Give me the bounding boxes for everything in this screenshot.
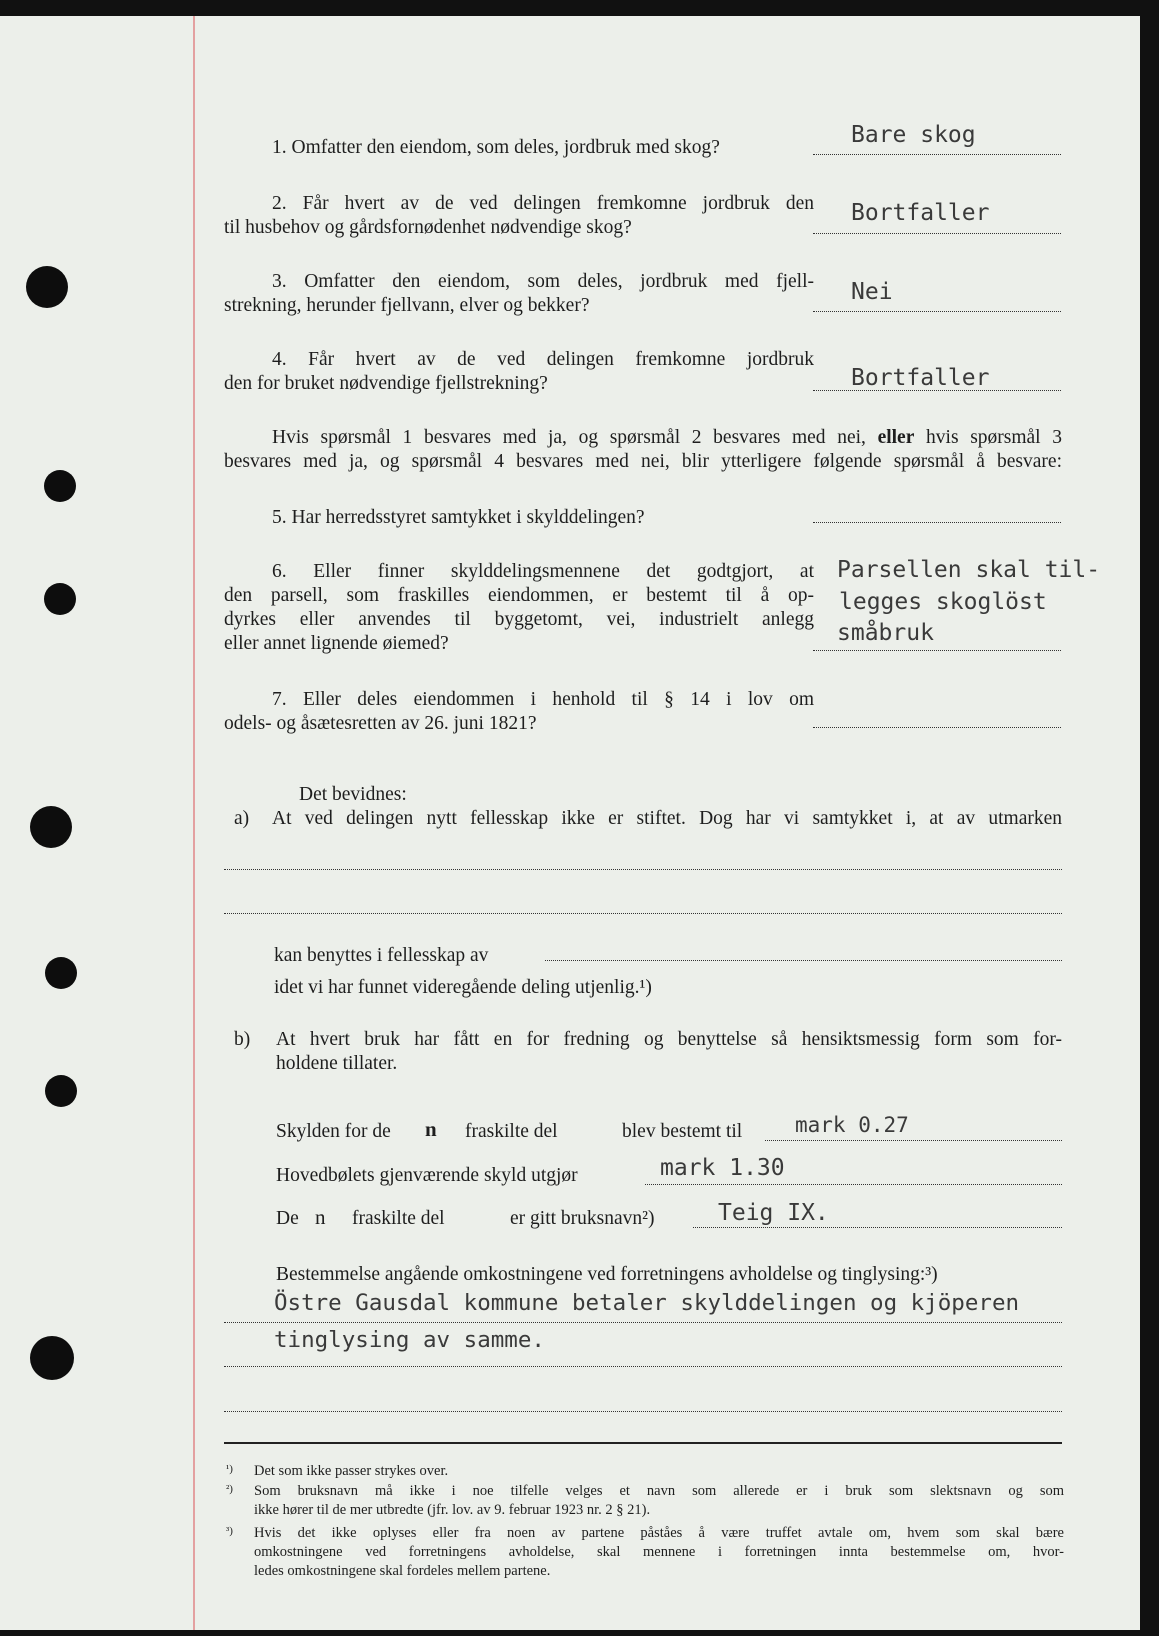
skyld-value: mark 0.27 [795,1113,909,1137]
question-2-line2: til husbehov og gårdsfornødenhet nødvendige skog? [224,217,632,238]
answer-6-line3: småbruk [837,620,934,646]
fill-line [693,1227,1062,1228]
fill-line [545,960,1062,961]
fill-line [224,913,1062,914]
binder-hole [26,266,68,308]
fill-line [765,1140,1062,1141]
skyld-fill: n [425,1117,437,1141]
question-1: 1. Omfatter den eiendom, som deles, jordbruk med skog? [272,137,720,158]
conditional-instruction-line2: besvares med ja, og spørsmål 4 besvares med nei, blir ytterligere følgende spørsmål å besvare: [224,451,1062,472]
answer-line [813,727,1061,728]
fill-line [645,1184,1062,1185]
bestemmelse-value-line2: tinglysing av samme. [274,1327,545,1353]
bestemmelse-label: Bestemmelse angående omkostningene ved forretningens avholdelse og tinglysing:³) [276,1264,938,1285]
form-page [0,16,1140,1630]
bruks-label-del: fraskilte del [352,1208,445,1229]
fill-line [224,869,1062,870]
question-6-line3: dyrkes eller anvendes til byggetomt, vei, industrielt anlegg [224,609,814,630]
item-a-text: At ved delingen nytt fellesskap ikke er stiftet. Dog har vi samtykket i, at av utmarken [272,808,1062,829]
item-b-label: b) [234,1029,251,1050]
question-7-line2: odels- og åsætesretten av 26. juni 1821? [224,713,537,734]
binder-hole [30,1336,74,1380]
answer-line [813,311,1061,312]
question-5: 5. Har herredsstyret samtykket i skylddelingen? [272,507,645,528]
binder-hole [44,583,76,615]
answer-line [813,154,1061,155]
answer-4: Bortfaller [851,365,990,391]
answer-2: Bortfaller [851,200,990,226]
answer-line [813,522,1061,523]
item-a-line3: idet vi har funnet videregående deling utjenlig.¹) [274,977,652,998]
fill-line [224,1322,1062,1323]
question-6-line2: den parsell, som fraskilles eiendommen, er bestemt til å op- [224,585,814,606]
skyld-label-del: fraskilte del [465,1121,558,1142]
hoved-value: mark 1.30 [660,1155,785,1181]
certification-heading: Det bevidnes: [299,784,407,805]
item-b-line2: holdene tillater. [276,1053,398,1074]
question-6-line1: 6. Eller finner skylddelingsmennene det godtgjort, at [272,561,814,582]
bruks-label: De [276,1208,299,1229]
footnote-1: ¹) Det som ikke passer strykes over. [226,1463,449,1479]
answer-line [813,233,1061,234]
footnote-separator [224,1442,1062,1444]
question-3-line1: 3. Omfatter den eiendom, som deles, jordbruk med fjell- [272,271,814,292]
question-2-line1: 2. Får hvert av de ved delingen fremkomne jordbruk den [272,193,814,214]
answer-1: Bare skog [851,122,976,148]
question-7-line1: 7. Eller deles eiendommen i henhold til § 14 i lov om [272,689,814,710]
bestemmelse-value-line1: Östre Gausdal kommune betaler skylddelingen og kjöperen [274,1290,1020,1316]
skyld-label-bestemt: blev bestemt til [622,1121,743,1142]
answer-3: Nei [851,279,893,305]
conditional-instruction-line1: Hvis spørsmål 1 besvares med ja, og spørsmål 2 besvares med nei, eller hvis spørsmål 3 [272,427,1063,448]
item-a-label: a) [234,808,250,829]
question-4-line2: den for bruket nødvendige fjellstrekning? [224,373,548,394]
bruks-fill: n [315,1205,326,1229]
question-3-line2: strekning, herunder fjellvann, elver og bekker? [224,295,590,316]
binder-hole [30,806,72,848]
bruks-value: Teig IX. [718,1200,829,1226]
binder-hole [45,1075,77,1107]
skyld-label: Skylden for de [276,1121,391,1142]
question-6-line4: eller annet lignende øiemed? [224,633,449,654]
answer-6-line1: Parsellen skal til- [837,557,1101,583]
fill-line [224,1411,1062,1412]
question-4-line1: 4. Får hvert av de ved delingen fremkomne jordbruk [272,349,814,370]
bruks-label-navn: er gitt bruksnavn²) [510,1208,655,1229]
binder-hole [44,470,76,502]
binder-hole [45,957,77,989]
answer-6-line2: legges skoglöst [839,589,1047,615]
answer-line [813,650,1061,651]
margin-line [193,16,195,1630]
hoved-label: Hovedbølets gjenværende skyld utgjør [276,1165,578,1186]
footnote-2: ²) Som bruksnavn må ikke i noe tilfelle velges et navn som allerede er i bruk som slektsnavn og som ikke hører til de mer utbredte (jfr. lov. av 9. februar 1923 nr. 2 § 21). [226,1483,1064,1518]
fill-line [224,1366,1062,1367]
item-a-line2: kan benyttes i fellesskap av [274,945,489,966]
footnote-3: ³) Hvis det ikke oplyses eller fra noen av partene påståes å være truffet avtale om, hvem som skal bære omkostningene ved forretningens avholdelse, skal mennene i forretningen innta bestemmelse om, hvor- ledes omkostningene skal fordeles mellem partene. [226,1525,1064,1579]
answer-line [813,390,1061,391]
item-b-line1: At hvert bruk har fått en for fredning og benyttelse så hensiktsmessig form som for- [276,1029,1062,1050]
